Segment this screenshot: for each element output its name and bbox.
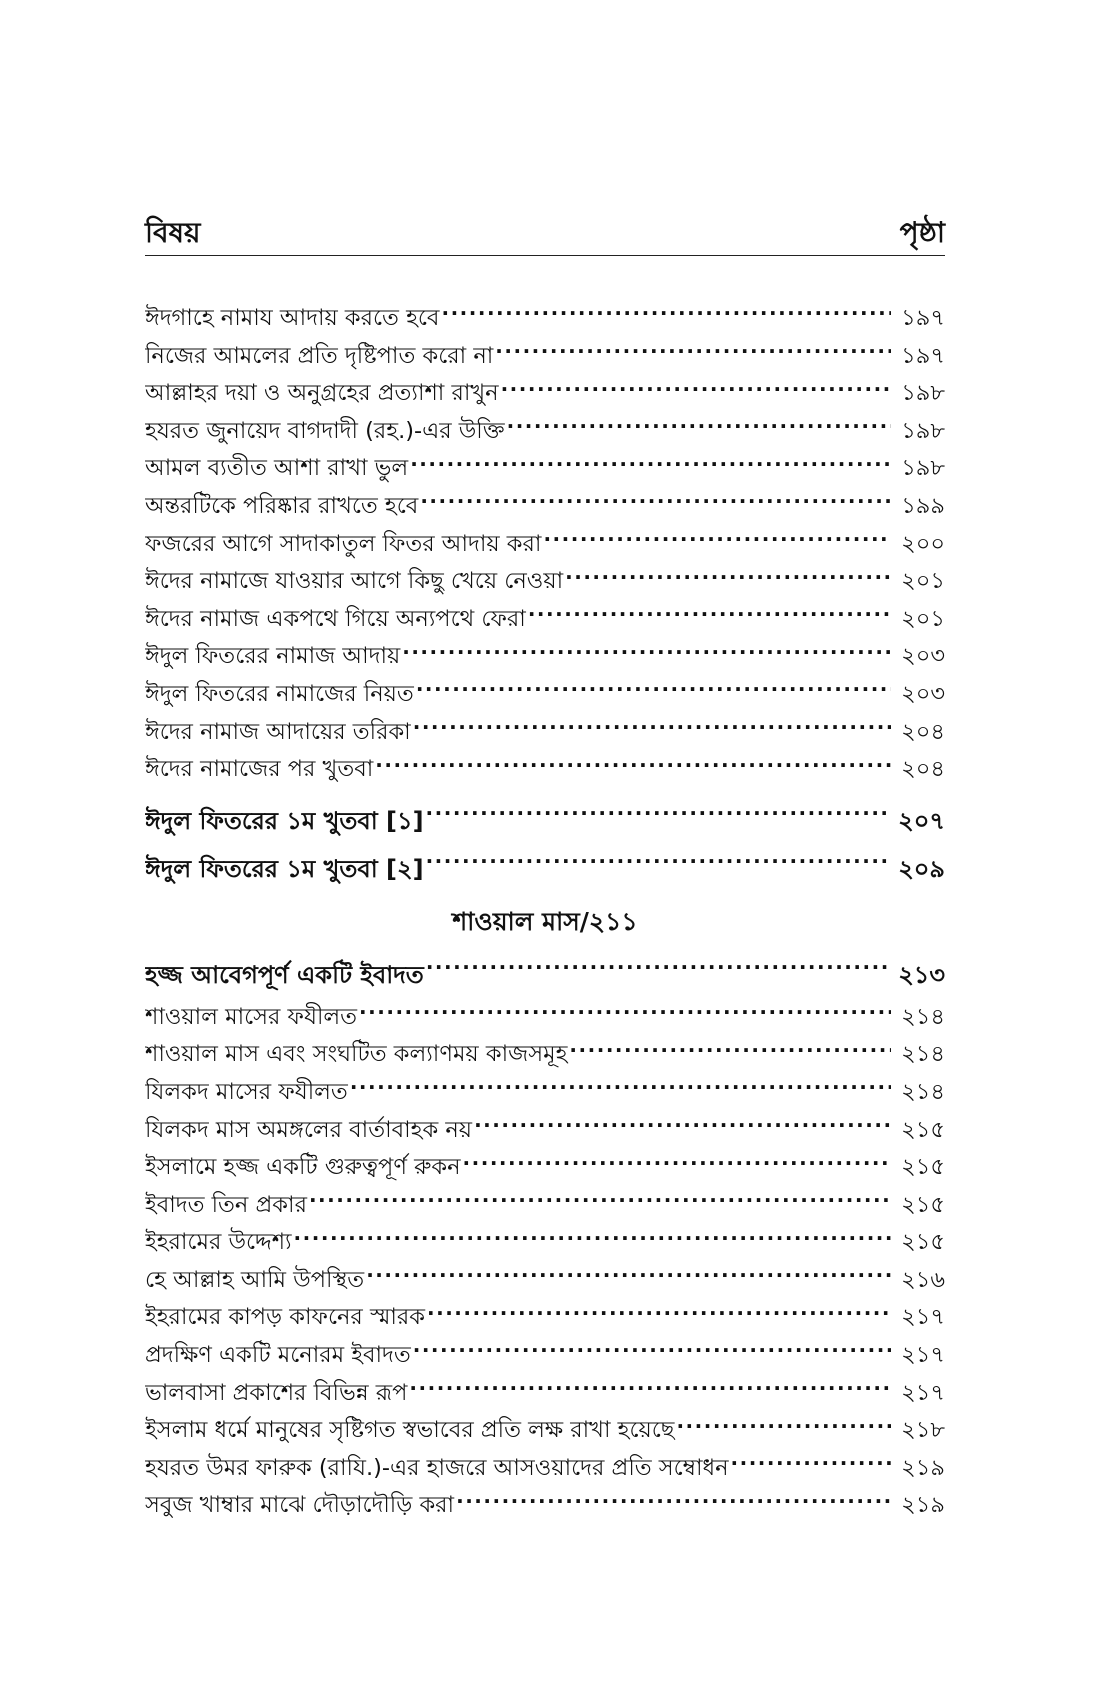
toc-entry[interactable] <box>145 751 945 789</box>
entry-title: আমল ব্যতীত আশা রাখা ভুল <box>145 455 409 482</box>
toc-entry[interactable] <box>145 413 945 451</box>
toc-chapter-entry[interactable] <box>145 845 945 893</box>
toc-entry[interactable] <box>145 1450 945 1488</box>
entry-title: ইহরামের উদ্দেশ্য <box>145 1229 292 1256</box>
dot-leader <box>359 1001 891 1024</box>
entry-title: শাওয়াল মাসের ফযীলত <box>145 1003 358 1030</box>
dot-leader <box>731 1452 891 1475</box>
entry-title: যিলকদ মাস অমঙ্গলের বার্তাবাহক নয় <box>145 1116 473 1143</box>
entry-page: ২০৩ <box>901 680 945 707</box>
dot-leader <box>375 754 891 777</box>
dot-leader <box>501 378 891 401</box>
toc-entry[interactable] <box>145 526 945 564</box>
entry-page: ২১৬ <box>901 1266 945 1293</box>
dot-leader <box>416 678 891 701</box>
entry-page: ২০১ <box>901 568 945 595</box>
toc-entry[interactable] <box>145 338 945 376</box>
entry-title: নিজের আমলের প্রতি দৃষ্টিপাত করো না <box>145 342 494 369</box>
entry-title: শাওয়াল মাস এবং সংঘটিত কল্যাণময় কাজসমূহ <box>145 1041 568 1068</box>
entry-page: ২১৭ <box>901 1342 945 1369</box>
toc-entry[interactable] <box>145 1036 945 1074</box>
entry-page: ২০১ <box>901 605 945 632</box>
section-heading: শাওয়াল মাস/২১১ <box>452 906 638 936</box>
dot-leader <box>426 853 891 877</box>
dot-leader <box>426 805 891 829</box>
entry-title: ইসলামে হজ্জ একটি গুরুত্বপূর্ণ রুকন <box>145 1154 461 1181</box>
toc-entry[interactable] <box>145 1224 945 1262</box>
entry-title: আল্লাহর দয়া ও অনুগ্রহের প্রত্যাশা রাখুন <box>145 380 499 407</box>
header-subject-label: বিষয় <box>145 216 201 249</box>
entry-page: ১৯৮ <box>901 455 945 482</box>
entry-page: ২০৭ <box>898 806 945 835</box>
toc-chapter-entry[interactable] <box>145 797 945 845</box>
entry-page: ২১৯ <box>901 1454 945 1481</box>
entry-title: ইবাদত তিন প্রকার <box>145 1191 307 1218</box>
toc-entry[interactable] <box>145 1262 945 1300</box>
toc-entry[interactable] <box>145 375 945 413</box>
entry-page: ২১৫ <box>901 1116 945 1143</box>
entry-title: ভালবাসা প্রকাশের বিভিন্ন রূপ <box>145 1379 408 1406</box>
entry-title: ইসলাম ধর্মে মানুষের সৃষ্টিগত স্বভাবের প্রতি লক্ষ রাখা হয়েছে <box>145 1417 675 1444</box>
dot-leader <box>426 959 891 983</box>
entry-title: প্রদক্ষিণ একটি মনোরম ইবাদত <box>145 1342 411 1369</box>
dot-leader <box>543 528 891 551</box>
entry-page: ১৯৮ <box>901 380 945 407</box>
toc-entry[interactable] <box>145 1299 945 1337</box>
entry-page: ১৯৭ <box>901 305 945 331</box>
entry-page: ২০০ <box>901 530 945 557</box>
entry-title: অন্তরটিকে পরিষ্কার রাখতে হবে <box>145 492 419 519</box>
entry-title: হযরত জুনায়েদ বাগদাদী (রহ.)-এর উক্তি <box>145 417 505 444</box>
toc-entry[interactable] <box>145 714 945 752</box>
entry-page: ২১৪ <box>901 1041 945 1068</box>
toc-entry[interactable] <box>145 999 945 1037</box>
entry-page: ২১৭ <box>901 1379 945 1406</box>
toc-entry[interactable] <box>145 563 945 601</box>
spacer <box>145 789 945 797</box>
entry-page: ২০৪ <box>901 756 945 783</box>
entry-title: হে আল্লাহ আমি উপস্থিত <box>145 1266 365 1293</box>
toc-header <box>145 206 945 256</box>
toc-entry[interactable] <box>145 300 945 338</box>
dot-leader <box>441 303 891 326</box>
entry-page: ২০৪ <box>901 718 945 745</box>
dot-leader <box>565 566 891 589</box>
dot-leader <box>409 1377 891 1400</box>
dot-leader <box>402 641 891 664</box>
toc-chapter-entry[interactable] <box>145 951 945 999</box>
entry-title: সবুজ খাম্বার মাঝে দৌড়াদৌড়ি করা <box>145 1492 455 1519</box>
dot-leader <box>410 453 891 476</box>
entry-title: যিলকদ মাসের ফযীলত <box>145 1078 348 1105</box>
dot-leader <box>420 490 891 513</box>
header-page-label: পৃষ্ঠা <box>899 216 945 249</box>
dot-leader <box>366 1264 891 1287</box>
entry-title: ঈদুল ফিতরের ১ম খুতবা [১] <box>145 806 424 835</box>
entry-page: ১৯৮ <box>901 417 945 444</box>
toc-entry[interactable] <box>145 1487 945 1525</box>
dot-leader <box>528 603 891 626</box>
dot-leader <box>309 1189 891 1212</box>
dot-leader <box>495 340 891 363</box>
toc-entry[interactable] <box>145 676 945 714</box>
dot-leader <box>427 1302 891 1325</box>
entry-title: ঈদুল ফিতরের নামাজ আদায় <box>145 643 401 670</box>
dot-leader <box>350 1076 891 1099</box>
dot-leader <box>413 1340 891 1363</box>
toc-entry[interactable] <box>145 601 945 639</box>
dot-leader <box>474 1114 891 1137</box>
toc-entry[interactable] <box>145 1149 945 1187</box>
entry-page: ২১৭ <box>901 1304 945 1331</box>
entry-title: ইহরামের কাপড় কাফনের স্মারক <box>145 1304 425 1331</box>
dot-leader <box>463 1152 891 1175</box>
entry-title: ফজরের আগে সাদাকাতুল ফিতর আদায় করা <box>145 530 542 557</box>
dot-leader <box>294 1227 891 1250</box>
entry-page: ২১৫ <box>901 1191 945 1218</box>
toc-entry[interactable] <box>145 1375 945 1413</box>
toc-entry[interactable] <box>145 1412 945 1450</box>
table-of-contents <box>145 300 945 1525</box>
entry-title: হজ্জ আবেগপূর্ণ একটি ইবাদত <box>145 960 424 989</box>
entry-page: ২১৮ <box>901 1417 945 1444</box>
entry-page: ২১৫ <box>901 1229 945 1256</box>
toc-entry[interactable] <box>145 1112 945 1150</box>
entry-page: ২০৯ <box>898 854 945 883</box>
entry-page: ২১৫ <box>901 1154 945 1181</box>
toc-entry[interactable] <box>145 488 945 526</box>
dot-leader <box>507 415 891 438</box>
entry-title: ঈদগাহে নামায আদায় করতে হবে <box>145 305 440 331</box>
entry-title: হযরত উমর ফারুক (রাযি.)-এর হাজরে আসওয়াদের প্রতি সম্বোধন <box>145 1454 729 1481</box>
entry-page: ২১৩ <box>898 960 945 989</box>
toc-entry[interactable] <box>145 638 945 676</box>
entry-page: ২১৪ <box>901 1078 945 1105</box>
toc-entry[interactable] <box>145 1187 945 1225</box>
entry-title: ঈদের নামাজের পর খুতবা <box>145 756 374 783</box>
entry-title: ঈদের নামাজ আদায়ের তরিকা <box>145 718 411 745</box>
toc-entry[interactable] <box>145 450 945 488</box>
entry-page: ২১৯ <box>901 1492 945 1519</box>
entry-page: ১৯৯ <box>901 492 945 519</box>
entry-title: ঈদের নামাজ একপথে গিয়ে অন্যপথে ফেরা <box>145 605 526 632</box>
toc-entry[interactable] <box>145 1074 945 1112</box>
dot-leader <box>569 1039 891 1062</box>
entry-title: ঈদের নামাজে যাওয়ার আগে কিছু খেয়ে নেওয়া <box>145 568 564 595</box>
dot-leader <box>413 716 891 739</box>
dot-leader <box>456 1490 891 1513</box>
entry-page: ২০৩ <box>901 643 945 670</box>
entry-title: ঈদুল ফিতরের ১ম খুতবা [২] <box>145 854 424 883</box>
entry-page: ২১৪ <box>901 1003 945 1030</box>
dot-leader <box>676 1415 891 1438</box>
toc-entry[interactable] <box>145 1337 945 1375</box>
entry-title: ঈদুল ফিতরের নামাজের নিয়ত <box>145 680 414 707</box>
entry-page: ১৯৭ <box>901 342 945 369</box>
